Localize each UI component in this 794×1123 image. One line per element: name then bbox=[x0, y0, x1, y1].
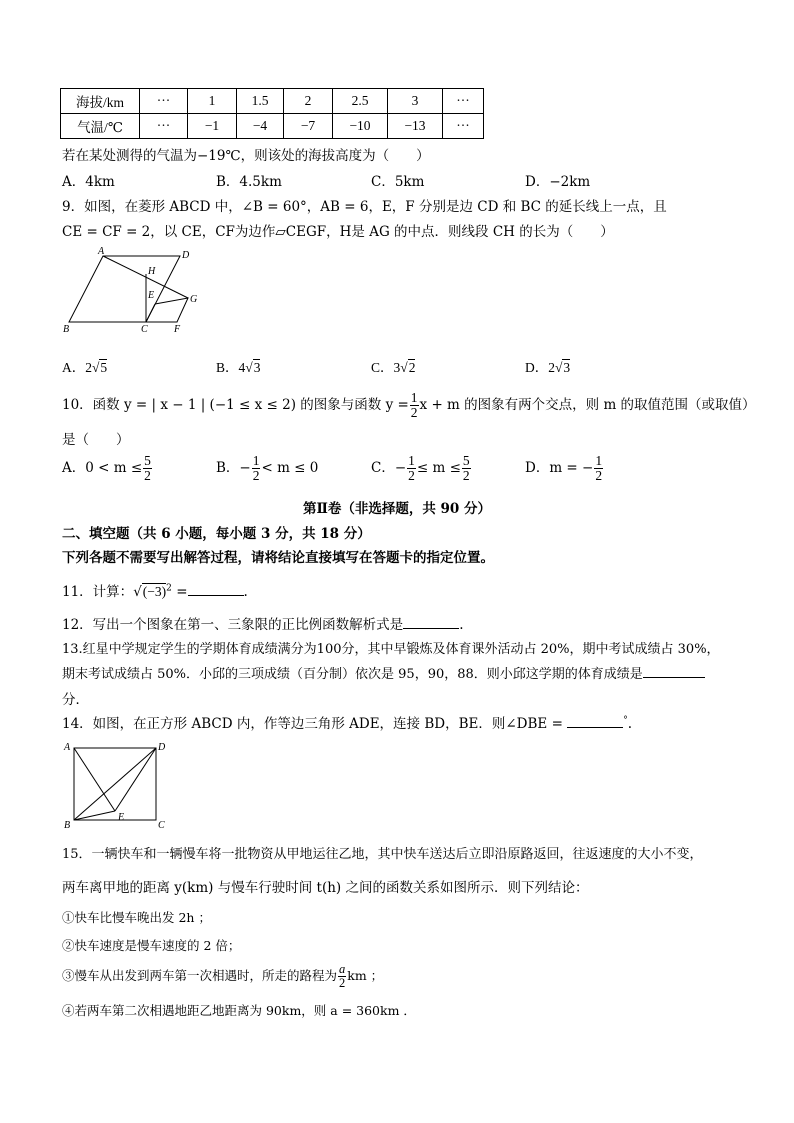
table-cell: −10 bbox=[333, 114, 388, 139]
figure-label: C bbox=[158, 820, 165, 831]
q9-line2: CE = CF = 2，以 CE，CF为边作▱CEGF，H是 AG 的中点．则线段 CH 的长为（ ） bbox=[62, 224, 614, 240]
q15-conclusion-1: ①快车比慢车晚出发 2h ； bbox=[62, 910, 211, 925]
q8-option-b: B．4.5km bbox=[216, 174, 282, 190]
figure-label: B bbox=[63, 324, 70, 332]
table-cell: 1 bbox=[188, 89, 237, 114]
figure-label: F bbox=[174, 324, 181, 332]
q9-option-d: D．2√3 bbox=[525, 360, 571, 375]
answer-blank[interactable] bbox=[403, 614, 459, 629]
table-row bbox=[61, 89, 484, 114]
q13-line1: 13.红星中学规定学生的学期体育成绩满分为100分，其中早锻炼及体育课外活动占 20%，期中考试成绩占 30%， bbox=[62, 642, 720, 657]
figure-label: H bbox=[148, 266, 156, 277]
figure-label: E bbox=[118, 812, 125, 823]
figure-label: E bbox=[148, 290, 155, 301]
section-heading: 二、填空题（共 6 小题，每小题 3 分，共 18 分） bbox=[62, 526, 371, 542]
q15-conclusion-3: ③慢车从出发到两车第一次相遇时，所走的路程为 $\frac{a}{2}$ km ； bbox=[62, 962, 384, 991]
figure-label: D bbox=[182, 250, 190, 261]
q15-line2: 两车离甲地的距离 y(km) 与慢车行驶时间 t(h) 之间的函数关系如图所示．则下列结论： bbox=[62, 880, 589, 896]
section-title: 第Ⅱ卷（非选择题，共 90 分） bbox=[302, 501, 492, 517]
q9-option-a: A．2√5 bbox=[62, 360, 108, 375]
table-cell: 1.5 bbox=[237, 89, 284, 114]
q9-option-b: B．4√3 bbox=[216, 360, 261, 375]
q15-line1: 15．一辆快车和一辆慢车将一批物资从甲地运往乙地，其中快车送达后立即沿原路返回，往返速度的大小不变， bbox=[62, 847, 703, 862]
square-figure bbox=[62, 738, 172, 832]
q9-line1: 9．如图，在菱形 ABCD 中，∠B = 60°，AB = 6，E，F 分别是边 CD 和 BC 的延长线上一点，且 bbox=[62, 199, 667, 215]
figure-label: A bbox=[98, 246, 105, 257]
q13-line3: 分． bbox=[62, 692, 89, 708]
table-cell: ··· bbox=[443, 89, 484, 114]
table-cell: 2 bbox=[284, 89, 333, 114]
q10-line2: 是（ ） bbox=[62, 432, 130, 448]
q8-stem: 若在某处测得的气温为−19℃，则该处的海拔高度为（ ） bbox=[62, 148, 430, 164]
q8-option-d: D．−2km bbox=[525, 174, 591, 190]
answer-blank[interactable] bbox=[567, 713, 623, 728]
answer-blank[interactable] bbox=[188, 581, 244, 596]
table-cell: −13 bbox=[388, 114, 443, 139]
q10-option-b: B．− $\frac{1}{2}$ < m ≤ 0 bbox=[216, 453, 319, 484]
q10-line1: 10．函数 y = | x − 1 | (−1 ≤ x ≤ 2) 的图象与函数 y = $\frac{1}{2}$ x + m 的图象有两个交点，则 m 的取值范围（或取值） bbox=[62, 390, 756, 421]
q8-option-c: C．5km bbox=[371, 174, 425, 190]
figure-label: B bbox=[64, 820, 71, 831]
q10-option-d: D．m = − $\frac{1}{2}$ bbox=[525, 453, 603, 484]
fraction: $\frac{1}{2}$ bbox=[410, 390, 418, 421]
table-cell: −4 bbox=[237, 114, 284, 139]
section-instruction: 下列各题不需要写出解答过程，请将结论直接填写在答题卡的指定位置。 bbox=[62, 550, 494, 566]
q14: 14．如图，在正方形 ABCD 内，作等边三角形 ADE，连接 BD，BE．则∠DBE = °. bbox=[62, 712, 632, 732]
table-cell: ··· bbox=[443, 114, 484, 139]
q15-conclusion-4: ④若两车第二次相遇地距乙地距离为 90km，则 a = 360km ． bbox=[62, 1003, 416, 1018]
figure-label: A bbox=[64, 742, 71, 753]
altitude-temperature-table bbox=[60, 88, 484, 139]
rhombus-figure bbox=[60, 246, 210, 332]
table-cell: 气温/℃ bbox=[61, 114, 140, 139]
q11: 11．计算：$√(-3)^2$ = . bbox=[62, 580, 248, 600]
q15-conclusion-2: ②快车速度是慢车速度的 2 倍； bbox=[62, 938, 241, 953]
table-row bbox=[61, 114, 484, 139]
table-cell: ··· bbox=[140, 89, 188, 114]
figure-label: C bbox=[141, 324, 148, 332]
figure-label: G bbox=[190, 294, 198, 305]
q12: 12．写出一个图象在第一、三象限的正比例函数解析式是 . bbox=[62, 613, 463, 633]
q9-option-c: C．3√2 bbox=[371, 360, 416, 375]
table-cell: −7 bbox=[284, 114, 333, 139]
table-cell: −1 bbox=[188, 114, 237, 139]
q10-option-c: C．− $\frac{1}{2}$ ≤ m ≤ $\frac{5}{2}$ bbox=[371, 453, 470, 484]
table-cell: ··· bbox=[140, 114, 188, 139]
q8-option-a: A．4km bbox=[62, 174, 115, 190]
q10-option-a: A．0 < m ≤ $\frac{5}{2}$ bbox=[62, 453, 151, 484]
table-cell: 海拔/km bbox=[61, 89, 140, 114]
table-cell: 2.5 bbox=[333, 89, 388, 114]
q13-line2: 期末考试成绩占 50%．小邱的三项成绩（百分制）依次是 95，90，88．则小邱这学期的体育成绩是 bbox=[62, 663, 705, 682]
figure-label: D bbox=[158, 742, 166, 753]
table-cell: 3 bbox=[388, 89, 443, 114]
answer-blank[interactable] bbox=[643, 663, 705, 678]
